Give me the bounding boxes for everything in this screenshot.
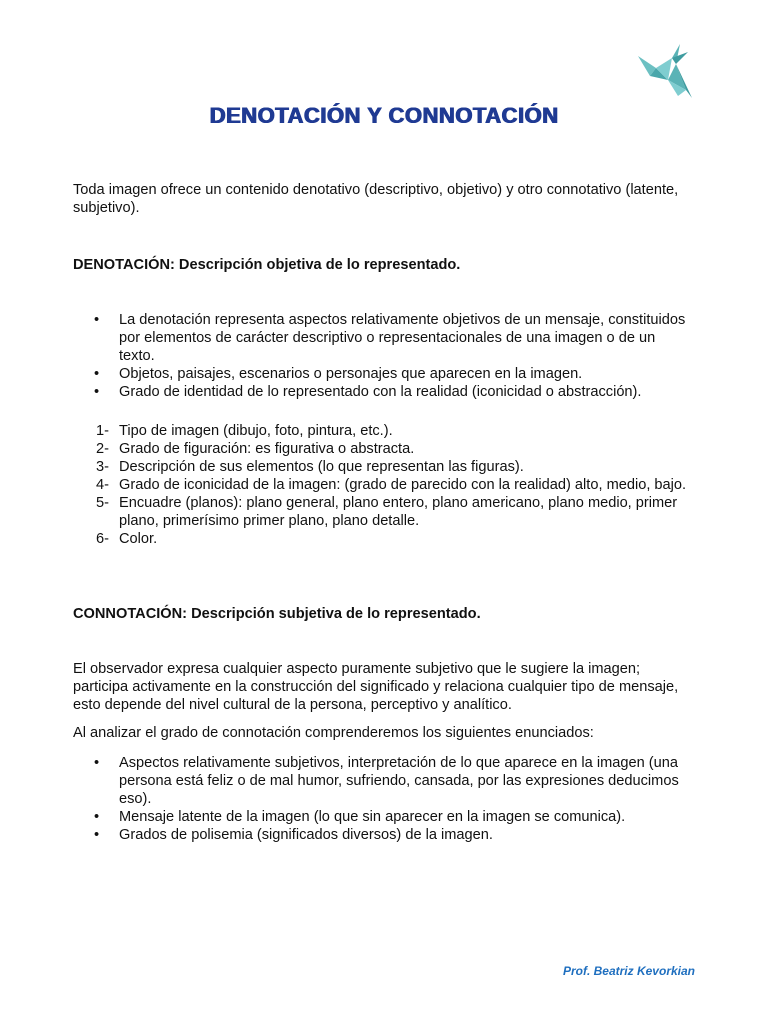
connotacion-bullet-list: [73, 754, 693, 844]
bullet-icon: •: [94, 755, 100, 771]
list-item: 4- Grado de iconicidad de la imagen: (grado de parecido con la realidad) alto, medio, bajo.: [96, 477, 687, 493]
list-item: • Grados de polisemia (significados diversos) de la imagen.: [94, 827, 493, 843]
page-title: DENOTACIÓN Y CONNOTACIÓN: [209, 103, 559, 128]
list-item: • La denotación representa aspectos relativamente objetivos de un mensaje, constituidos por elementos de carácter descriptivo o representacionales de una imagen o de un texto.: [94, 312, 686, 364]
list-item: 5- Encuadre (planos): plano general, plano entero, plano americano, plano medio, primer plano, primerísimo primer plano, plano detalle.: [96, 495, 678, 529]
list-item: 2- Grado de figuración: es figurativa o abstracta.: [96, 441, 415, 457]
denotacion-bullet-list: [73, 311, 693, 401]
list-item: • Mensaje latente de la imagen (lo que sin aparecer en la imagen se comunica).: [94, 809, 626, 825]
list-item: 1- Tipo de imagen (dibujo, foto, pintura, etc.).: [96, 423, 393, 439]
connotacion-paragraph-2: Al analizar el grado de connotación comprenderemos los siguientes enunciados:: [73, 725, 594, 741]
list-item: 6- Color.: [96, 531, 158, 547]
bullet-icon: •: [94, 827, 100, 843]
list-item: 3- Descripción de sus elementos (lo que representan las figuras).: [96, 459, 524, 475]
list-item: • Objetos, paisajes, escenarios o personajes que aparecen en la imagen.: [94, 366, 583, 382]
denotacion-heading: DENOTACIÓN: Descripción objetiva de lo representado.: [73, 257, 461, 273]
intro-paragraph: Toda imagen ofrece un contenido denotativo (descriptivo, objetivo) y otro connotativo (latente, subjetivo).: [73, 182, 679, 216]
bullet-icon: •: [94, 312, 100, 328]
connotacion-heading: CONNOTACIÓN: Descripción subjetiva de lo representado.: [73, 606, 481, 622]
denotacion-numbered-list: [73, 422, 693, 548]
list-item: • Aspectos relativamente subjetivos, interpretación de lo que aparece en la imagen (una persona está feliz o de mal humor, sufriendo, cansada, por las expresiones deducimos eso).: [94, 755, 679, 807]
origami-bird-icon: [634, 40, 698, 104]
bullet-icon: •: [94, 809, 100, 825]
bullet-icon: •: [94, 366, 100, 382]
connotacion-paragraph-1: El observador expresa cualquier aspecto puramente subjetivo que le sugiere la imagen; participa activamente en la construcción del significado y relaciona cualquier tipo de mensaje, esto depende del nivel cultural de la persona, perceptivo y analítico.: [73, 661, 679, 713]
list-item: • Grado de identidad de lo representado con la realidad (iconicidad o abstracción).: [94, 384, 642, 400]
bullet-icon: •: [94, 384, 100, 400]
author-footer: Prof. Beatriz Kevorkian: [562, 964, 695, 978]
